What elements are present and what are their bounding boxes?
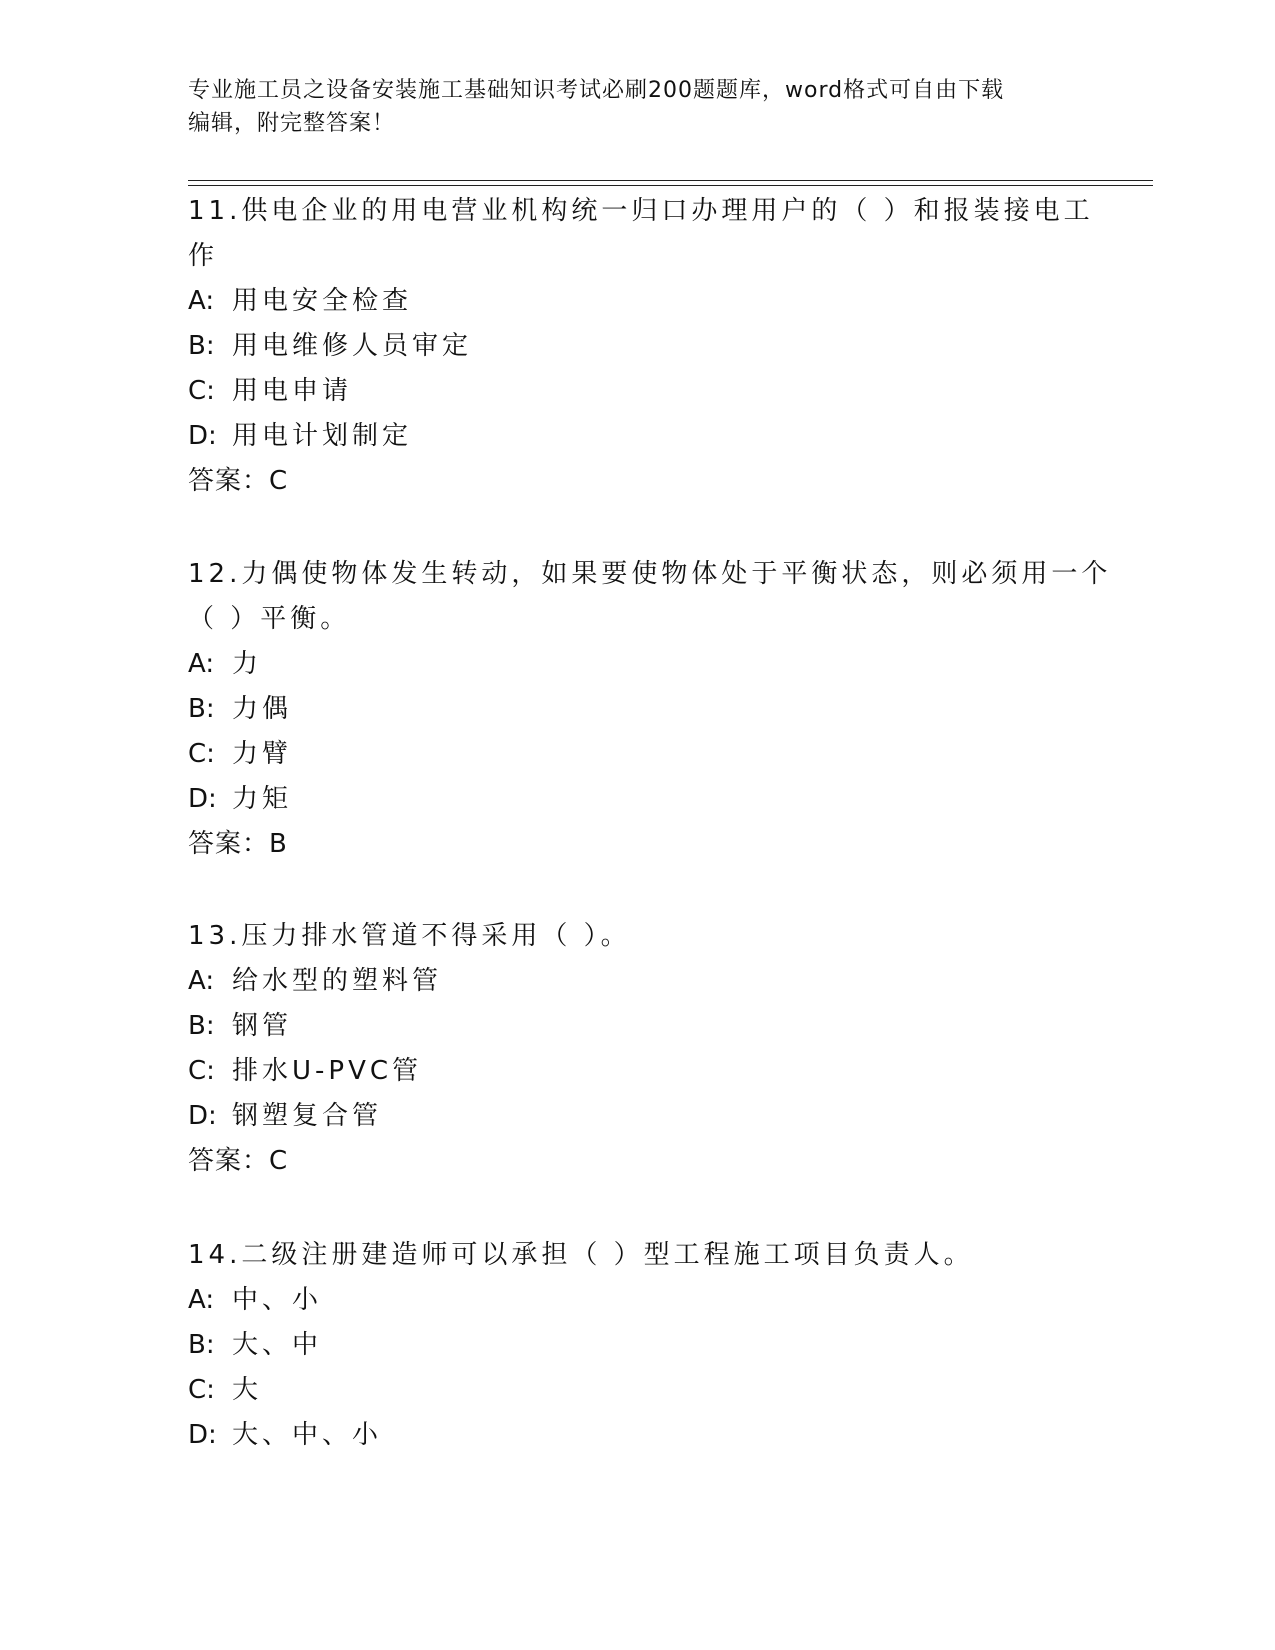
option-key: D:	[188, 1420, 217, 1450]
option-key: D:	[188, 1101, 217, 1131]
option-a	[188, 279, 1088, 324]
option-key: B:	[188, 1011, 215, 1041]
answer-label: 答案：B	[188, 829, 288, 859]
option-text: 钢管	[232, 1011, 293, 1041]
option-text: 大、中、小	[232, 1420, 383, 1450]
option-text: 力矩	[232, 784, 293, 814]
header-line-2: 编辑，附完整答案！	[188, 111, 396, 136]
option-text: 大	[232, 1375, 263, 1405]
option-text: 力	[232, 649, 263, 679]
option-text: 用电申请	[232, 376, 353, 406]
question-11	[188, 189, 1094, 504]
answer-label: 答案：C	[188, 1146, 289, 1176]
question-stem-line-2: （ ）平衡。	[188, 604, 351, 634]
option-text: 用电安全检查	[232, 286, 413, 316]
question-stem	[188, 552, 1112, 642]
option-b	[188, 324, 1088, 369]
option-d	[188, 1413, 1088, 1458]
option-b	[188, 1004, 1088, 1049]
header-line-1: 专业施工员之设备安装施工基础知识考试必刷200题题库，word格式可自由下载	[188, 78, 1005, 103]
option-a	[188, 1278, 1088, 1323]
option-key: C:	[188, 1056, 215, 1086]
question-stem	[188, 914, 1088, 959]
option-key: C:	[188, 376, 215, 406]
option-text: 排水U-PVC管	[232, 1056, 423, 1086]
option-d	[188, 777, 1088, 822]
option-key: A:	[188, 286, 215, 316]
question-stem-line-1: 14.二级注册建造师可以承担（ ）型工程施工项目负责人。	[188, 1240, 974, 1270]
option-key: A:	[188, 649, 215, 679]
question-stem	[188, 189, 1094, 279]
question-stem	[188, 1233, 1088, 1278]
option-d	[188, 414, 1088, 459]
option-text: 大、中	[232, 1330, 323, 1360]
question-14	[188, 1233, 1088, 1458]
option-key: A:	[188, 1285, 215, 1315]
option-c	[188, 732, 1088, 777]
question-13	[188, 914, 1088, 1184]
question-12	[188, 552, 1112, 867]
header-divider-top	[188, 180, 1153, 181]
option-d	[188, 1094, 1088, 1139]
option-c	[188, 1368, 1088, 1413]
option-a	[188, 642, 1088, 687]
header-divider-bottom	[188, 185, 1153, 186]
option-key: B:	[188, 331, 215, 361]
option-text: 用电计划制定	[232, 421, 413, 451]
option-text: 给水型的塑料管	[232, 966, 443, 996]
option-text: 力偶	[232, 694, 293, 724]
question-stem-line-1: 12.力偶使物体发生转动，如果要使物体处于平衡状态，则必须用一个	[188, 559, 1112, 589]
question-stem-line-1: 13.压力排水管道不得采用（ ）。	[188, 921, 631, 951]
answer-label: 答案：C	[188, 466, 289, 496]
option-c	[188, 369, 1088, 414]
question-stem-line-2: 作	[188, 241, 219, 271]
option-text: 用电维修人员审定	[232, 331, 473, 361]
option-key: C:	[188, 1375, 215, 1405]
option-key: D:	[188, 784, 217, 814]
option-key: B:	[188, 694, 215, 724]
option-b	[188, 687, 1088, 732]
option-key: C:	[188, 739, 215, 769]
question-stem-line-1: 11.供电企业的用电营业机构统一归口办理用户的（ ）和报装接电工	[188, 196, 1094, 226]
option-c	[188, 1049, 1088, 1094]
option-a	[188, 959, 1088, 1004]
option-text: 钢塑复合管	[232, 1101, 383, 1131]
option-key: B:	[188, 1330, 215, 1360]
option-text: 中、小	[232, 1285, 323, 1315]
option-key: D:	[188, 421, 217, 451]
option-text: 力臂	[232, 739, 293, 769]
document-header	[188, 74, 1088, 140]
option-b	[188, 1323, 1088, 1368]
option-key: A:	[188, 966, 215, 996]
